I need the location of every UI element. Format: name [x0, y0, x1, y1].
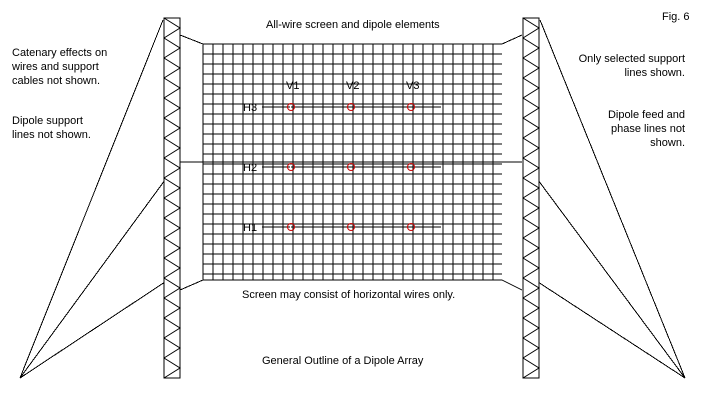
- tower-left: [164, 18, 180, 378]
- row-label-h2: H2: [243, 162, 258, 174]
- support-cables: [180, 35, 522, 290]
- screen-label: All-wire screen and dipole elements: [266, 19, 440, 31]
- tower-right: [523, 18, 539, 378]
- column-label-v3: V3: [406, 80, 420, 92]
- guy-line-right-bottom: [538, 282, 685, 378]
- row-label-h3: H3: [243, 102, 258, 114]
- dipole-elements: [262, 104, 441, 231]
- screen-note: Screen may consist of horizontal wires only.: [242, 289, 456, 301]
- support-lines-note: Only selected support lines shown.: [578, 53, 685, 79]
- column-label-v2: V2: [346, 80, 360, 92]
- feed-lines-note: Dipole feed and phase lines not shown.: [607, 109, 685, 149]
- catenary-note: Catenary effects on wires and support cables not shown.: [12, 47, 108, 87]
- guy-line-left-bottom: [20, 282, 165, 378]
- tower-frame: [523, 18, 539, 378]
- support-cable-top-right: [502, 35, 522, 44]
- support-cable-top-left: [180, 35, 203, 44]
- guy-line-right-middle: [538, 180, 685, 378]
- figure-label: Fig. 6: [662, 11, 690, 23]
- row-label-h1: H1: [243, 222, 258, 234]
- column-label-v1: V1: [286, 80, 300, 92]
- support-cable-bottom-right: [502, 280, 522, 290]
- guy-line-left-middle: [20, 180, 165, 378]
- dipole-support-note: Dipole support lines not shown.: [12, 115, 91, 141]
- diagram-title: General Outline of a Dipole Array: [262, 355, 424, 367]
- support-cable-bottom-left: [180, 280, 203, 290]
- tower-frame: [164, 18, 180, 378]
